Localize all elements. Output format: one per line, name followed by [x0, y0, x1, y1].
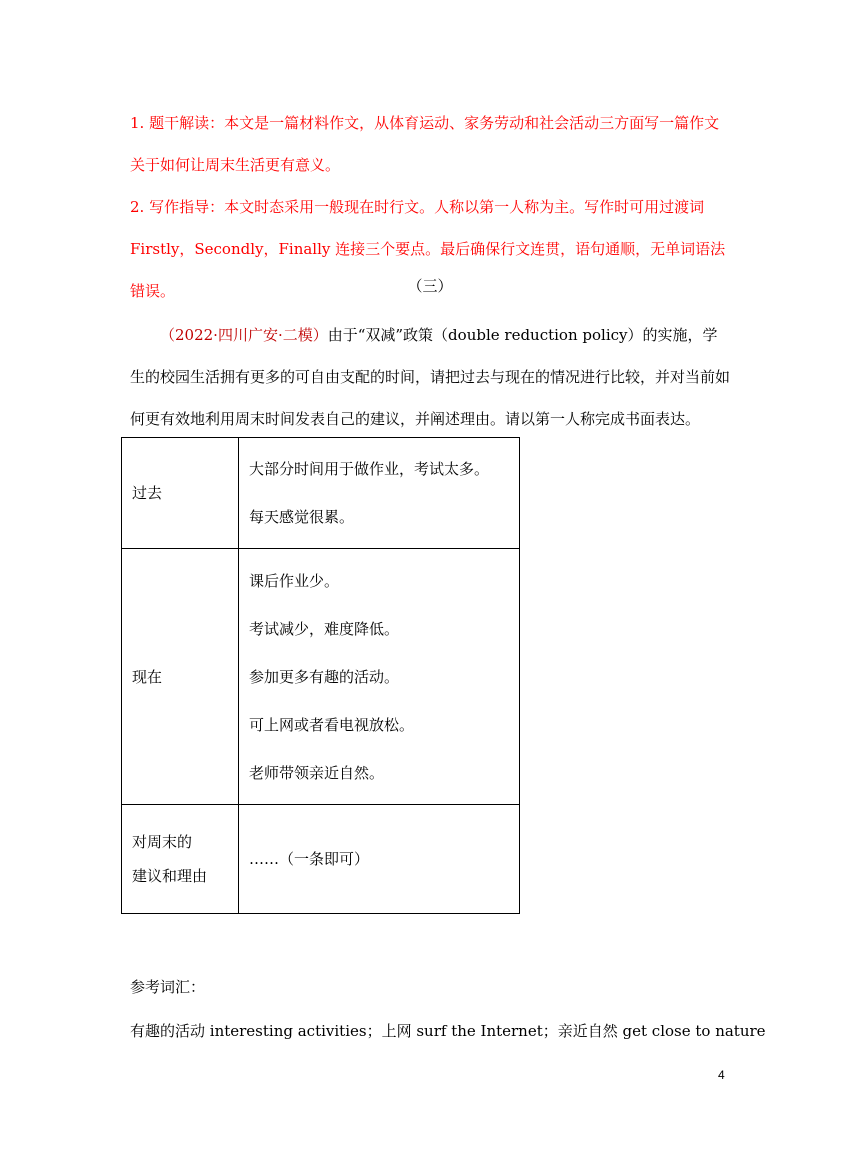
row-present-line-5: 老师带领亲近自然。: [249, 763, 385, 782]
row-past-label-line: 过去: [132, 484, 163, 502]
item-2-number: 2.: [130, 198, 145, 216]
row-present-line-3: 参加更多有趣的活动。: [249, 667, 400, 686]
vocab-text: 有趣的活动 interesting activities；上网 surf the Internet；亲近自然 get close to nature: [130, 1022, 766, 1040]
item-1-number: 1.: [130, 114, 145, 132]
prompt-paragraph: [130, 314, 730, 440]
table-row-present: [122, 549, 520, 805]
page-number: 4: [718, 1068, 725, 1082]
section-marker: （三）: [407, 277, 453, 295]
table-row-suggestion: [122, 805, 520, 914]
row-suggestion-label-line-2: 建议和理由: [132, 867, 208, 885]
item-1: [130, 102, 730, 186]
row-suggestion-label: [122, 805, 239, 914]
table-row-past: [122, 438, 520, 549]
row-present-label-line: 现在: [132, 667, 163, 686]
row-past-label: [122, 438, 239, 549]
item-2-text: 写作指导：本文时态采用一般现在时行文。人称以第一人称为主。写作时可用过渡词 Firstly，Secondly，Finally 连接三个要点。最后确保行文连贯，语句通顺，无单词语法错误。: [130, 198, 726, 300]
row-past-content: [239, 438, 520, 549]
comparison-table: [121, 437, 520, 914]
item-1-text: 题干解读：本文是一篇材料作文，从体育运动、家务劳动和社会活动三方面写一篇作文关于如何让周末生活更有意义。: [130, 114, 720, 174]
row-present-line-2: 考试减少，难度降低。: [249, 619, 400, 638]
row-past-line-1: 大部分时间用于做作业，考试太多。: [249, 460, 490, 478]
row-suggestion-label-line-1: 对周末的: [132, 833, 193, 851]
row-suggestion-content: [239, 805, 520, 914]
prompt-text: 由于“双减”政策（double reduction policy）的实施，学生的校园生活拥有更多的可自由支配的时间，请把过去与现在的情况进行比较，并对当前如何更有效地利用周末时间发表自己的建议，并阐述理由。请以第一人称完成书面表达。: [130, 326, 731, 428]
row-present-content: [239, 549, 520, 805]
row-present-line-4: 可上网或者看电视放松。: [249, 715, 415, 734]
prompt-source: （2022·四川广安·二模）: [160, 326, 328, 344]
row-suggestion-line-1: ……（一条即可）: [249, 850, 370, 868]
vocab-heading: 参考词汇：: [130, 978, 206, 996]
row-past-line-2: 每天感觉很累。: [249, 508, 355, 526]
row-present-line-1: 课后作业少。: [249, 571, 340, 590]
row-present-label: [122, 549, 239, 805]
